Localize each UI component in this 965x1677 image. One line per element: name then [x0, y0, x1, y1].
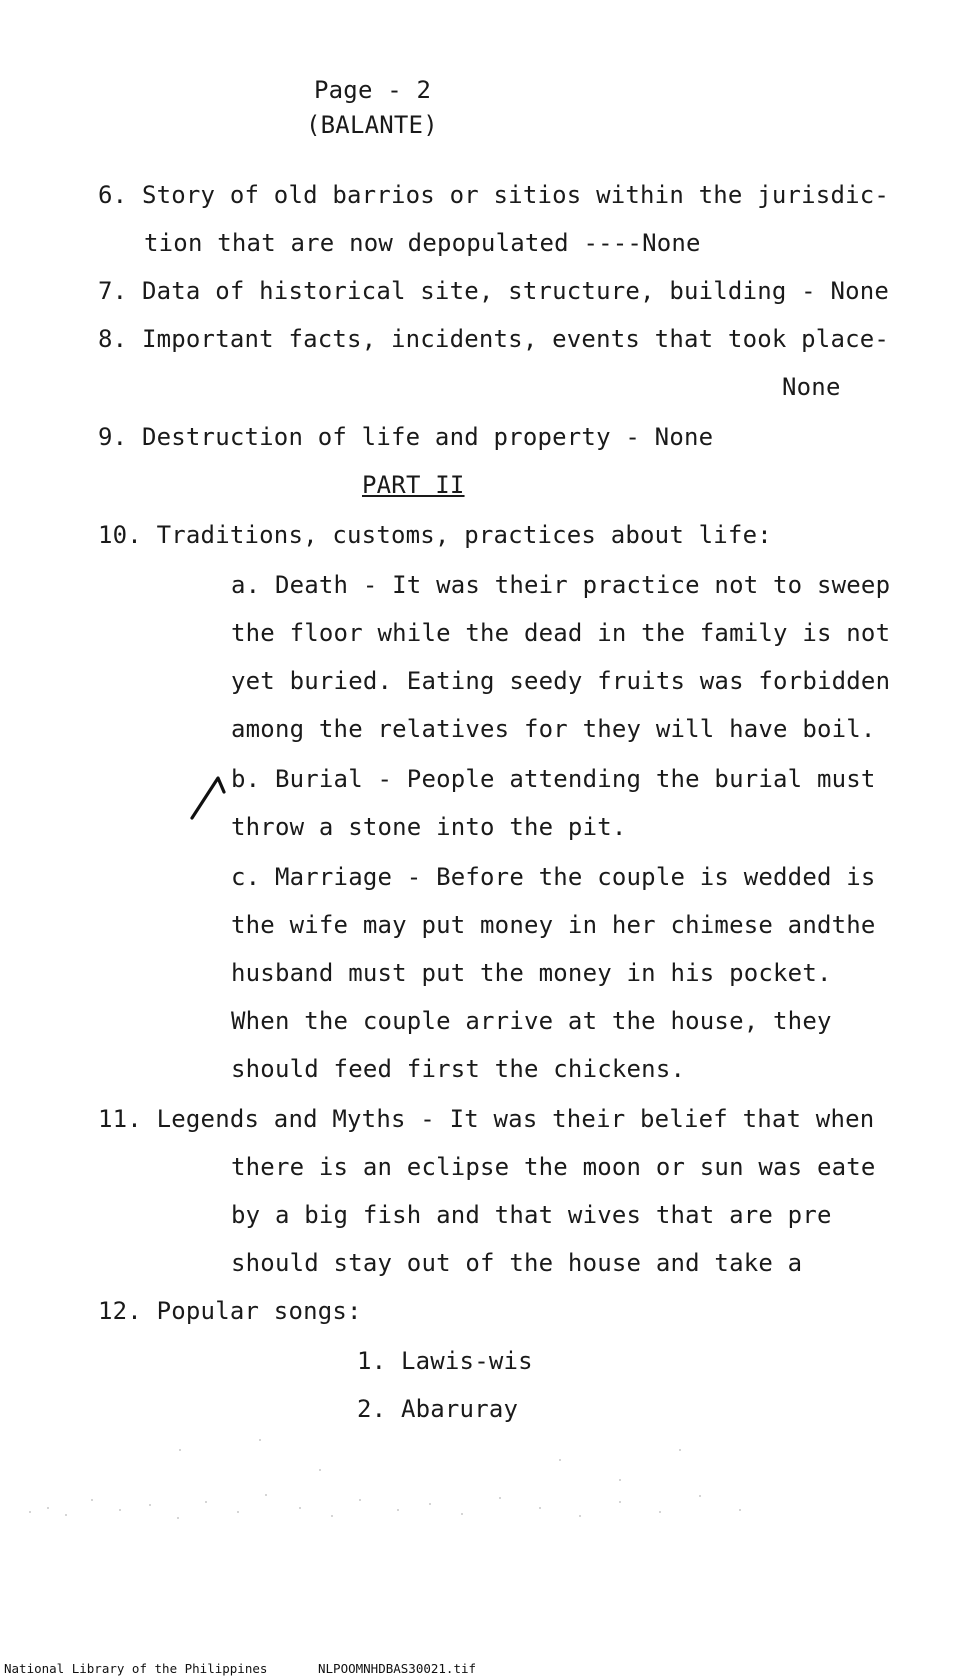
item-8-line-1: 8. Important facts, incidents, events that took place-: [98, 325, 890, 353]
item-10c-line-3: husband must put the money in his pocket.: [231, 959, 832, 987]
item-11-line-2: there is an eclipse the moon or sun was eate: [231, 1153, 876, 1181]
item-12-heading: 12. Popular songs:: [98, 1297, 362, 1325]
item-10a-line-3: yet buried. Eating seedy fruits was forbidden: [231, 667, 891, 695]
item-10a-line-1: a. Death - It was their practice not to sweep: [231, 571, 891, 599]
item-11-line-3: by a big fish and that wives that are pre: [231, 1201, 832, 1229]
item-10a-line-4: among the relatives for they will have boil.: [231, 715, 876, 743]
item-9: 9. Destruction of life and property - None: [98, 423, 714, 451]
song-2: 2. Abaruray: [357, 1395, 519, 1423]
item-10c-line-1: c. Marriage - Before the couple is wedded is: [231, 863, 876, 891]
item-11-line-4: should stay out of the house and take a: [231, 1249, 803, 1277]
item-11-line-1: 11. Legends and Myths - It was their belief that when: [98, 1105, 875, 1133]
item-10b-line-2: throw a stone into the pit.: [231, 813, 627, 841]
item-10c-line-4: When the couple arrive at the house, they: [231, 1007, 832, 1035]
item-8-line-2: None: [782, 373, 841, 401]
song-1: 1. Lawis-wis: [357, 1347, 533, 1375]
item-10-heading: 10. Traditions, customs, practices about life:: [98, 521, 772, 549]
page-label: Page - 2: [314, 76, 432, 104]
item-6-line-2: tion that are now depopulated ----None: [144, 229, 701, 257]
footer-library: National Library of the Philippines: [4, 1661, 268, 1676]
item-6-line-1: 6. Story of old barrios or sitios within the jurisdic-: [98, 181, 890, 209]
item-10b-line-1: b. Burial - People attending the burial must: [231, 765, 876, 793]
item-7: 7. Data of historical site, structure, building - None: [98, 277, 890, 305]
scan-noise: [0, 1390, 965, 1540]
part-2-heading: PART II: [362, 471, 465, 499]
item-10c-line-2: the wife may put money in her chimese andthe: [231, 911, 876, 939]
place-name: (BALANTE): [306, 111, 438, 139]
item-10a-line-2: the floor while the dead in the family is not: [231, 619, 891, 647]
handwritten-check-mark: [188, 770, 230, 822]
item-10c-line-5: should feed first the chickens.: [231, 1055, 686, 1083]
footer-filename: NLPOOMNHDBAS30021.tif: [318, 1661, 477, 1676]
